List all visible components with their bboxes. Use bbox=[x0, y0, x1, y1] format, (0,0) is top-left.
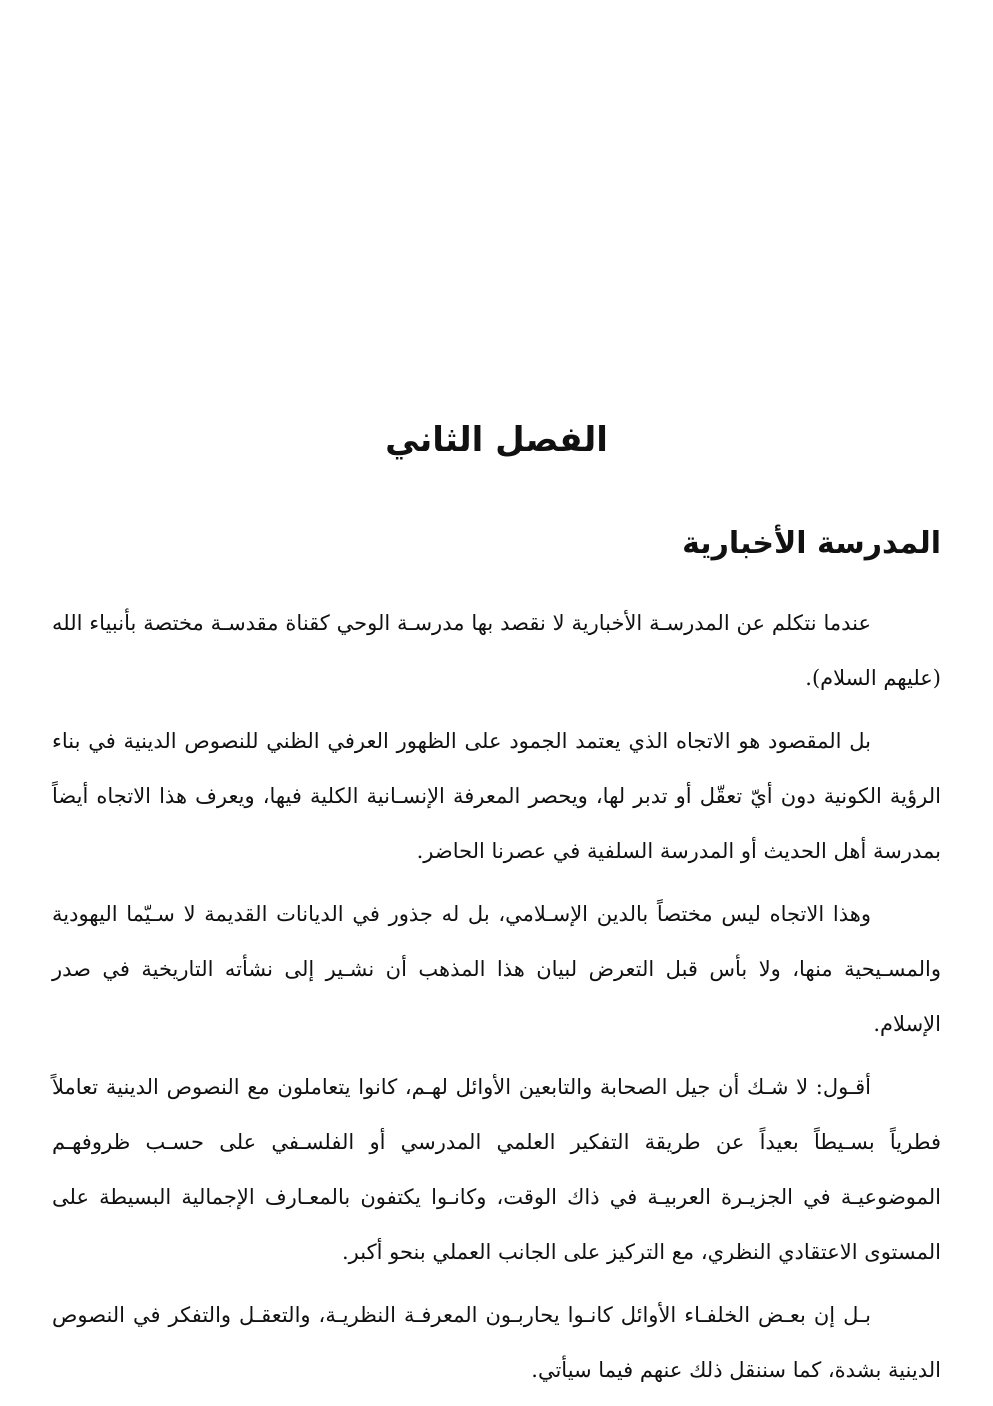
chapter-title: الفصل الثاني bbox=[385, 420, 608, 460]
section-title: المدرسة الأخبارية bbox=[682, 526, 941, 561]
body-text bbox=[52, 596, 941, 1406]
paragraph: أقـول: لا شـك أن جيل الصحابة والتابعين الأوائل لهـم، كانوا يتعاملون مع النصوص الدينية تعاملاً فطرياً بسـيطاً بعيداً عن طريقة التفكير العلمي المدرسي أو الفلسـفي على حسـب ظروفهـم الموضوعيـة في الجزيـرة العربيـة في ذاك الوقت، وكانـوا يكتفون بالمعـارف الإجمالية البسيطة على المستوى الاعتقادي النظري، مع التركيز على الجانب العملي بنحو أكبر. bbox=[52, 1075, 941, 1264]
paragraph: بـل إن بعـض الخلفـاء الأوائل كانـوا يحاربـون المعرفـة النظريـة، والتعقـل والتفكر في النصوص الدينية بشدة، كما سننقل ذلك عنهم فيما سيأتي. bbox=[52, 1303, 941, 1382]
paragraph: بل المقصود هو الاتجاه الذي يعتمد الجمود على الظهور العرفي الظني للنصوص الدينية في بناء الرؤية الكونية دون أيّ تعقّل أو تدبر لها، ويحصر المعرفة الإنسـانية الكلية فيها، ويعرف هذا الاتجاه أيضاً بمدرسة أهل الحديث أو المدرسة السلفية في عصرنا الحاضر. bbox=[52, 729, 941, 863]
paragraph: عندما نتكلم عن المدرسـة الأخبارية لا نقصد بها مدرسـة الوحي كقناة مقدسـة مختصة بأنبياء الله (عليهم السلام). bbox=[52, 611, 941, 690]
paragraph: وهذا الاتجاه ليس مختصاً بالدين الإسـلامي، بل له جذور في الديانات القديمة لا سـيّما اليهودية والمسـيحية منها، ولا بأس قبل التعرض لبيان هذا المذهب أن نشـير إلى نشأته التاريخية في صدر الإسلام. bbox=[52, 902, 941, 1036]
